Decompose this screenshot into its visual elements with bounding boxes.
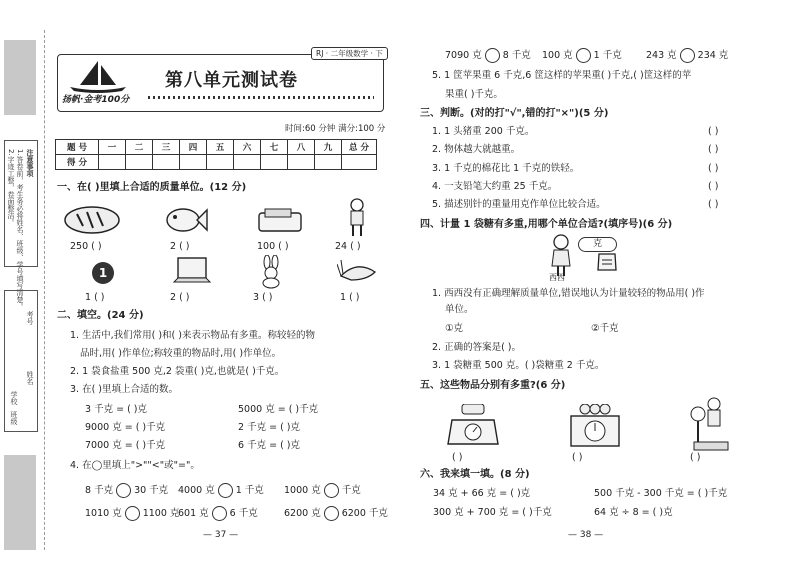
score-header-cell: 二 [126, 140, 153, 155]
compare-right: 8 千克 [502, 50, 531, 61]
judge-item: 5. 描述别针的重量用克作单位比较合适。 [432, 199, 606, 210]
score-header-cell: 六 [234, 140, 261, 155]
compare-left: 6200 克 [284, 508, 321, 519]
s1-blank-1[interactable]: 250 ( ) [70, 241, 102, 252]
score-cell[interactable] [288, 155, 315, 170]
dotted-divider [148, 96, 374, 99]
option-2[interactable]: ②千克 [591, 323, 619, 334]
compare-left: 243 克 [646, 50, 677, 61]
time-info: 时间:60 分钟 满分:100 分 [285, 124, 386, 134]
compare-left: 100 克 [542, 50, 573, 61]
bread-icon [63, 204, 121, 236]
s1-blank-7[interactable]: 3 ( ) [253, 292, 273, 303]
s4-q2: 2. 正确的答案是( )。 [432, 342, 522, 353]
pencil-box-icon [257, 205, 303, 235]
score-cell[interactable] [315, 155, 342, 170]
s1-blank-2[interactable]: 2 ( ) [170, 241, 190, 252]
judge-blank[interactable]: ( ) [708, 126, 719, 137]
score-cell[interactable] [180, 155, 207, 170]
student-fields-box [4, 290, 38, 432]
compare-right: 1 千克 [593, 50, 622, 61]
sailboat-logo-icon [68, 59, 128, 93]
compare-item [178, 483, 264, 498]
compare-circle[interactable] [212, 506, 227, 521]
score-cell[interactable] [234, 155, 261, 170]
s2-q1-line1: 1. 生活中,我们常用( )和( )来表示物品有多重。称较轻的物 [70, 330, 315, 341]
page-number-right: — 38 — [568, 530, 604, 540]
coin-icon: 1 [92, 262, 114, 284]
score-table [55, 139, 377, 170]
s2-q4: 4. 在◯里填上">""<"或"="。 [70, 460, 200, 471]
s2-q1-line2: 品时,用( )作单位;称较重的物品时,用( )作单位。 [80, 348, 282, 359]
score-header-cell: 三 [153, 140, 180, 155]
sugar-bag-icon [596, 250, 618, 272]
score-header-cell: 一 [99, 140, 126, 155]
score-cell[interactable] [207, 155, 234, 170]
weight-blank[interactable]: ( ) [572, 452, 583, 463]
judge-blank[interactable]: ( ) [708, 163, 719, 174]
speech-bubble: 克 [578, 237, 617, 252]
score-header-cell: 九 [315, 140, 342, 155]
field-banji: 班级 [10, 411, 18, 425]
compare-circle[interactable] [218, 483, 233, 498]
binding-strip [0, 0, 46, 566]
compare-circle[interactable] [680, 48, 695, 63]
score-cell[interactable] [99, 155, 126, 170]
compare-left: 7090 克 [445, 50, 482, 61]
fish-icon [163, 202, 209, 238]
weight-blank[interactable]: ( ) [690, 452, 701, 463]
s2-q3-item[interactable]: 7000 克 = ( )千克 [85, 440, 166, 451]
brand-logo-text: 扬帆·金考100分 [62, 95, 130, 105]
laptop-icon [172, 256, 212, 288]
s2-q3-item[interactable]: 2 千克 = ( )克 [238, 422, 300, 433]
page-number-left: — 37 — [203, 530, 239, 540]
score-header-cell: 四 [180, 140, 207, 155]
section5-title: 五、这些物品分别有多重?(6 分) [420, 380, 566, 391]
notes-line-1: 1.答卷前，考生务必将姓名、班级、学号填写清楚。 [16, 149, 24, 310]
score-cell[interactable] [126, 155, 153, 170]
option-1[interactable]: ①克 [445, 323, 464, 334]
s2-q5-line2: 果重( )千克。 [445, 89, 503, 100]
s2-q3-item[interactable]: 3 千克 = ( )克 [85, 404, 147, 415]
compare-left: 1000 克 [284, 485, 321, 496]
s2-q2: 2. 1 袋食盐重 500 克,2 袋重( )克,也就是( )千克。 [70, 366, 285, 377]
compare-left: 8 千克 [85, 485, 114, 496]
person-name: 西西 [549, 273, 565, 282]
calc-item[interactable]: 500 千克 - 300 千克 = ( )千克 [594, 488, 728, 499]
compare-circle[interactable] [125, 506, 140, 521]
boy-icon [345, 198, 369, 238]
compare-item [85, 506, 179, 521]
compare-circle[interactable] [324, 483, 339, 498]
compare-right: 6 千克 [229, 508, 258, 519]
section6-title: 六、我来填一填。(8 分) [420, 469, 530, 480]
calc-item[interactable]: 64 克 ÷ 8 = ( )克 [594, 507, 673, 518]
score-row-label: 得 分 [56, 155, 99, 170]
section3-title: 三、判断。(对的打"√",错的打"×")(5 分) [420, 108, 609, 119]
score-header-cell: 五 [207, 140, 234, 155]
compare-left: 601 克 [178, 508, 209, 519]
compare-circle[interactable] [485, 48, 500, 63]
score-cell[interactable] [342, 155, 377, 170]
judge-blank[interactable]: ( ) [708, 181, 719, 192]
compare-right: 30 千克 [134, 485, 169, 496]
s4-q3: 3. 1 袋糖重 500 克。( )袋糖重 2 千克。 [432, 360, 605, 371]
section4-title: 四、计量 1 袋糖有多重,用哪个单位合适?(填序号)(6 分) [420, 219, 673, 230]
compare-item [542, 48, 622, 63]
judge-item: 3. 1 千克的棉花比 1 千克的铁轻。 [432, 163, 580, 174]
score-cell[interactable] [261, 155, 288, 170]
judge-item: 4. 一支铅笔大约重 25 千克。 [432, 181, 558, 192]
compare-circle[interactable] [324, 506, 339, 521]
s1-blank-3[interactable]: 100 ( ) [257, 241, 289, 252]
s1-blank-4[interactable]: 24 ( ) [335, 241, 361, 252]
notes-heading: 注意事项 [26, 149, 34, 177]
s2-q5-line1: 5. 1 筐苹果重 6 千克,6 筐这样的苹果重( )千克,( )筐这样的苹 [432, 70, 692, 81]
compare-left: 1010 克 [85, 508, 122, 519]
weight-blank[interactable]: ( ) [452, 452, 463, 463]
s1-blank-5[interactable]: 1 ( ) [85, 292, 105, 303]
compare-item [284, 483, 361, 498]
scale-fruit-icon [567, 404, 623, 448]
score-header-row [56, 140, 377, 155]
compare-item [178, 506, 258, 521]
compare-circle[interactable] [116, 483, 131, 498]
score-header-cell: 总 分 [342, 140, 377, 155]
s1-blank-8[interactable]: 1 ( ) [340, 292, 360, 303]
rabbit-icon [258, 255, 284, 289]
compare-right: 1100 克 [142, 508, 180, 519]
s2-q3-item[interactable]: 5000 克 = ( )千克 [238, 404, 319, 415]
strip-band-top [4, 40, 36, 115]
grade-tag: RJ · 二年级数学 · 下 [311, 47, 388, 60]
field-kaohao: 考号 [26, 311, 34, 325]
compare-item [85, 483, 168, 498]
page-title: 第八单元测试卷 [165, 70, 298, 91]
calc-item[interactable]: 34 克 + 66 克 = ( )克 [433, 488, 531, 499]
compare-right: 1 千克 [235, 485, 264, 496]
compare-right: 6200 千克 [341, 508, 388, 519]
s2-q3-item[interactable]: 9000 克 = ( )千克 [85, 422, 166, 433]
s1-blank-6[interactable]: 2 ( ) [170, 292, 190, 303]
compare-left: 4000 克 [178, 485, 215, 496]
judge-blank[interactable]: ( ) [708, 199, 719, 210]
score-header-cell: 八 [288, 140, 315, 155]
field-xuexiao: 学校 [10, 391, 18, 405]
shrimp-icon [337, 258, 379, 286]
score-header-cell: 题 号 [56, 140, 99, 155]
compare-circle[interactable] [576, 48, 591, 63]
judge-blank[interactable]: ( ) [708, 144, 719, 155]
scale-icon [446, 404, 502, 448]
person-on-scale-icon [690, 396, 730, 452]
s2-q3-item[interactable]: 6 千克 = ( )克 [238, 440, 300, 451]
compare-right: 千克 [341, 485, 361, 496]
s4-q1-line2: 单位。 [445, 304, 474, 315]
notes-line-2: 2.字迹工整，卷面整洁。 [7, 149, 15, 226]
score-header-cell: 七 [261, 140, 288, 155]
judge-item: 2. 物体越大就越重。 [432, 144, 521, 155]
compare-right: 234 克 [697, 50, 729, 61]
compare-item [284, 506, 388, 521]
notes-box [4, 140, 38, 310]
strip-band-bottom [4, 455, 36, 550]
score-cell[interactable] [153, 155, 180, 170]
binding-dashed-line [44, 30, 45, 550]
compare-item [445, 48, 531, 63]
compare-item [646, 48, 728, 63]
field-xingming: 姓名 [26, 371, 34, 385]
calc-item[interactable]: 300 克 + 700 克 = ( )千克 [433, 507, 552, 518]
judge-item: 1. 1 头猪重 200 千克。 [432, 126, 535, 137]
section2-title: 二、填空。(24 分) [57, 310, 144, 321]
s4-q1-line1: 1. 西西没有正确理解质量单位,错误地认为计量较轻的物品用( )作 [432, 288, 705, 299]
score-value-row [56, 155, 377, 170]
s2-q3: 3. 在( )里填上合适的数。 [70, 384, 179, 395]
section1-title: 一、在( )里填上合适的质量单位。(12 分) [57, 182, 247, 193]
